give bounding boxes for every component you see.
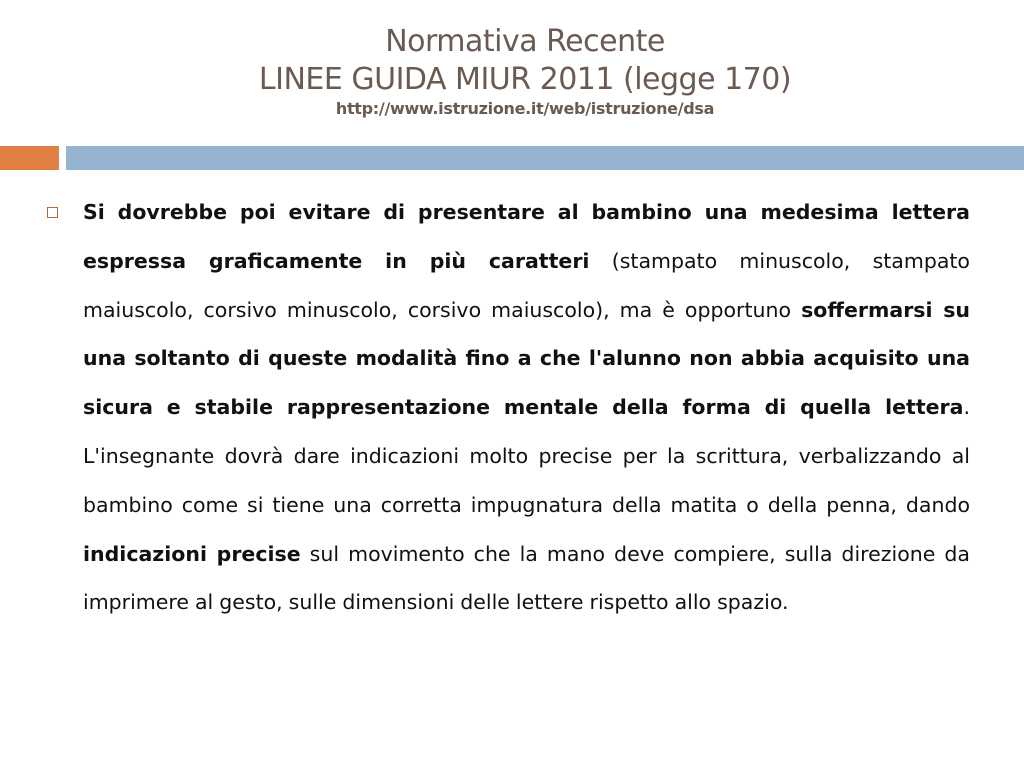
slide-title-block <box>0 22 1024 120</box>
slide-subtitle: LINEE GUIDA MIUR 2011 (legge 170) <box>258 62 792 97</box>
text-bold-segment: Si dovrebbe poi evitare di presentare al bambino una medesima lettera espressa graficamente in più caratteri <box>83 200 970 273</box>
bullet-paragraph <box>83 188 970 627</box>
square-bullet-icon <box>47 207 58 218</box>
slide-title: Normativa Recente <box>385 24 665 59</box>
text-segment: sul movimento che la mano deve compiere, sulla direzione da imprimere al gesto, sulle dimensioni delle lettere rispetto allo spazio. <box>83 541 970 615</box>
text-bold-segment: soffermarsi su una soltanto di queste modalità fino a che l'alunno non abbia acquisito una sicura e stabile rappresentazione mentale della forma di quella lettera <box>83 297 971 420</box>
source-url: http://www.istruzione.it/web/istruzione/dsa <box>335 99 715 118</box>
text-segment: . L'insegnante dovrà dare indicazioni molto precise per la scrittura, verbalizzando al bambino come si tiene una corretta impugnatura della matita o della penna, dando <box>83 395 970 517</box>
blue-divider-bar <box>66 146 1024 170</box>
orange-accent-bar <box>0 146 59 170</box>
text-segment: (stampato minuscolo, stampato maiuscolo, corsivo minuscolo, corsivo maiuscolo), ma è opportuno <box>83 248 970 322</box>
text-bold-segment: indicazioni precise <box>83 541 301 566</box>
